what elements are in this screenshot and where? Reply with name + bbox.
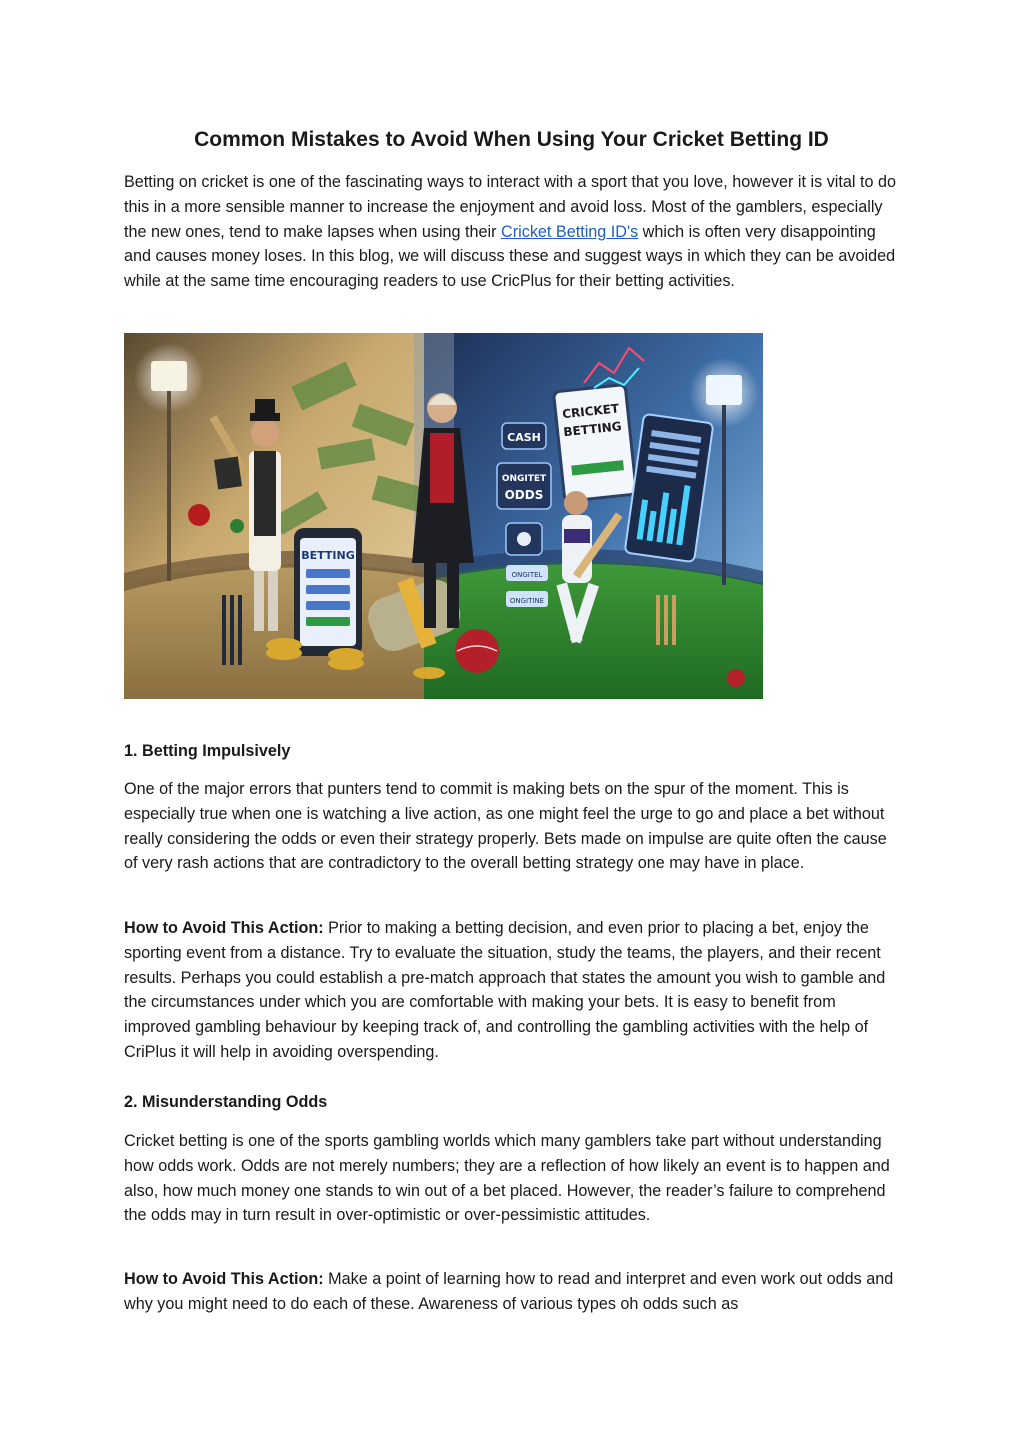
board-title-line2: BETTING bbox=[562, 419, 623, 440]
hero-image bbox=[124, 333, 763, 699]
betting-phone-label: BETTING bbox=[301, 549, 355, 562]
intro-paragraph bbox=[124, 170, 902, 294]
chip-b-label: ONGITINE bbox=[509, 597, 545, 605]
section-1-avoid-paragraph bbox=[124, 916, 902, 1065]
odds-sign-line2: ODDS bbox=[504, 488, 544, 502]
apple-icon bbox=[517, 532, 531, 546]
section-1-body: One of the major errors that punters tend to commit is making bets on the spur of the moment. This is especially true when one is watching a live action, as one might feel the urge to go and place a bet without really considering the odds or even their strategy properly. Bets made on impulse are quite often the cause of very rash actions that are contradictory to the overall betting strategy one may have in place. bbox=[124, 780, 887, 873]
cricket-betting-id-link[interactable]: Cricket Betting ID's bbox=[501, 222, 639, 241]
board-title-line1: CRICKET bbox=[561, 401, 620, 422]
section-2-avoid-label: How to Avoid This Action: bbox=[124, 1270, 324, 1288]
section-1-heading: 1. Betting Impulsively bbox=[124, 742, 291, 760]
section-2-heading: 2. Misunderstanding Odds bbox=[124, 1093, 328, 1111]
chip-a-label: ONGITEL bbox=[511, 571, 543, 579]
cash-sign: CASH bbox=[507, 431, 541, 444]
section-2-avoid-text: Make a point of learning how to read and interpret and even work out odds and why you might need to do each of these. Awareness of various types oh odds such as bbox=[124, 1270, 894, 1313]
section-2-body: Cricket betting is one of the sports gambling worlds which many gamblers take part without understanding how odds work. Odds are not merely numbers; they are a reflection of how likely an event is to happen and also, how much money one stands to win out of a bet placed. However, the reader’s failure to comprehend the odds may in turn result in over-optimistic or over-pessimistic attitudes. bbox=[124, 1132, 890, 1225]
intro-text-after-link: which is often very disappointing and causes money loses. In this blog, we will discuss these and suggest ways in which they can be avoided while at the same time encouraging readers to use CricPlus for their betting activities. bbox=[124, 222, 896, 291]
section-1-avoid-label: How to Avoid This Action: bbox=[124, 919, 324, 937]
odds-sign-line1: ONGITET bbox=[501, 474, 547, 484]
intro-text-before-link: Betting on cricket is one of the fascinating ways to interact with a sport that you love, however it is vital to do this in a more sensible manner to increase the enjoyment and avoid loss. Most of the gamblers, especially the new ones, tend to make lapses when using their bbox=[124, 173, 896, 241]
page-title: Common Mistakes to Avoid When Using Your Cricket Betting ID bbox=[194, 128, 829, 151]
section-2-avoid-paragraph bbox=[124, 1267, 902, 1317]
section-1-avoid-text: Prior to making a betting decision, and even prior to placing a bet, enjoy the sporting event from a distance. Try to evaluate the situation, study the teams, the players, and their recent results. Perhaps you could establish a pre-match approach that states the amount you wish to gamble and the circumstances under which you are comfortable with making your bets. It is easy to benefit from improved gambling behaviour by keeping track of, and controlling the gambling activities with the help of CriPlus it will help in avoiding overspending. bbox=[124, 919, 886, 1061]
